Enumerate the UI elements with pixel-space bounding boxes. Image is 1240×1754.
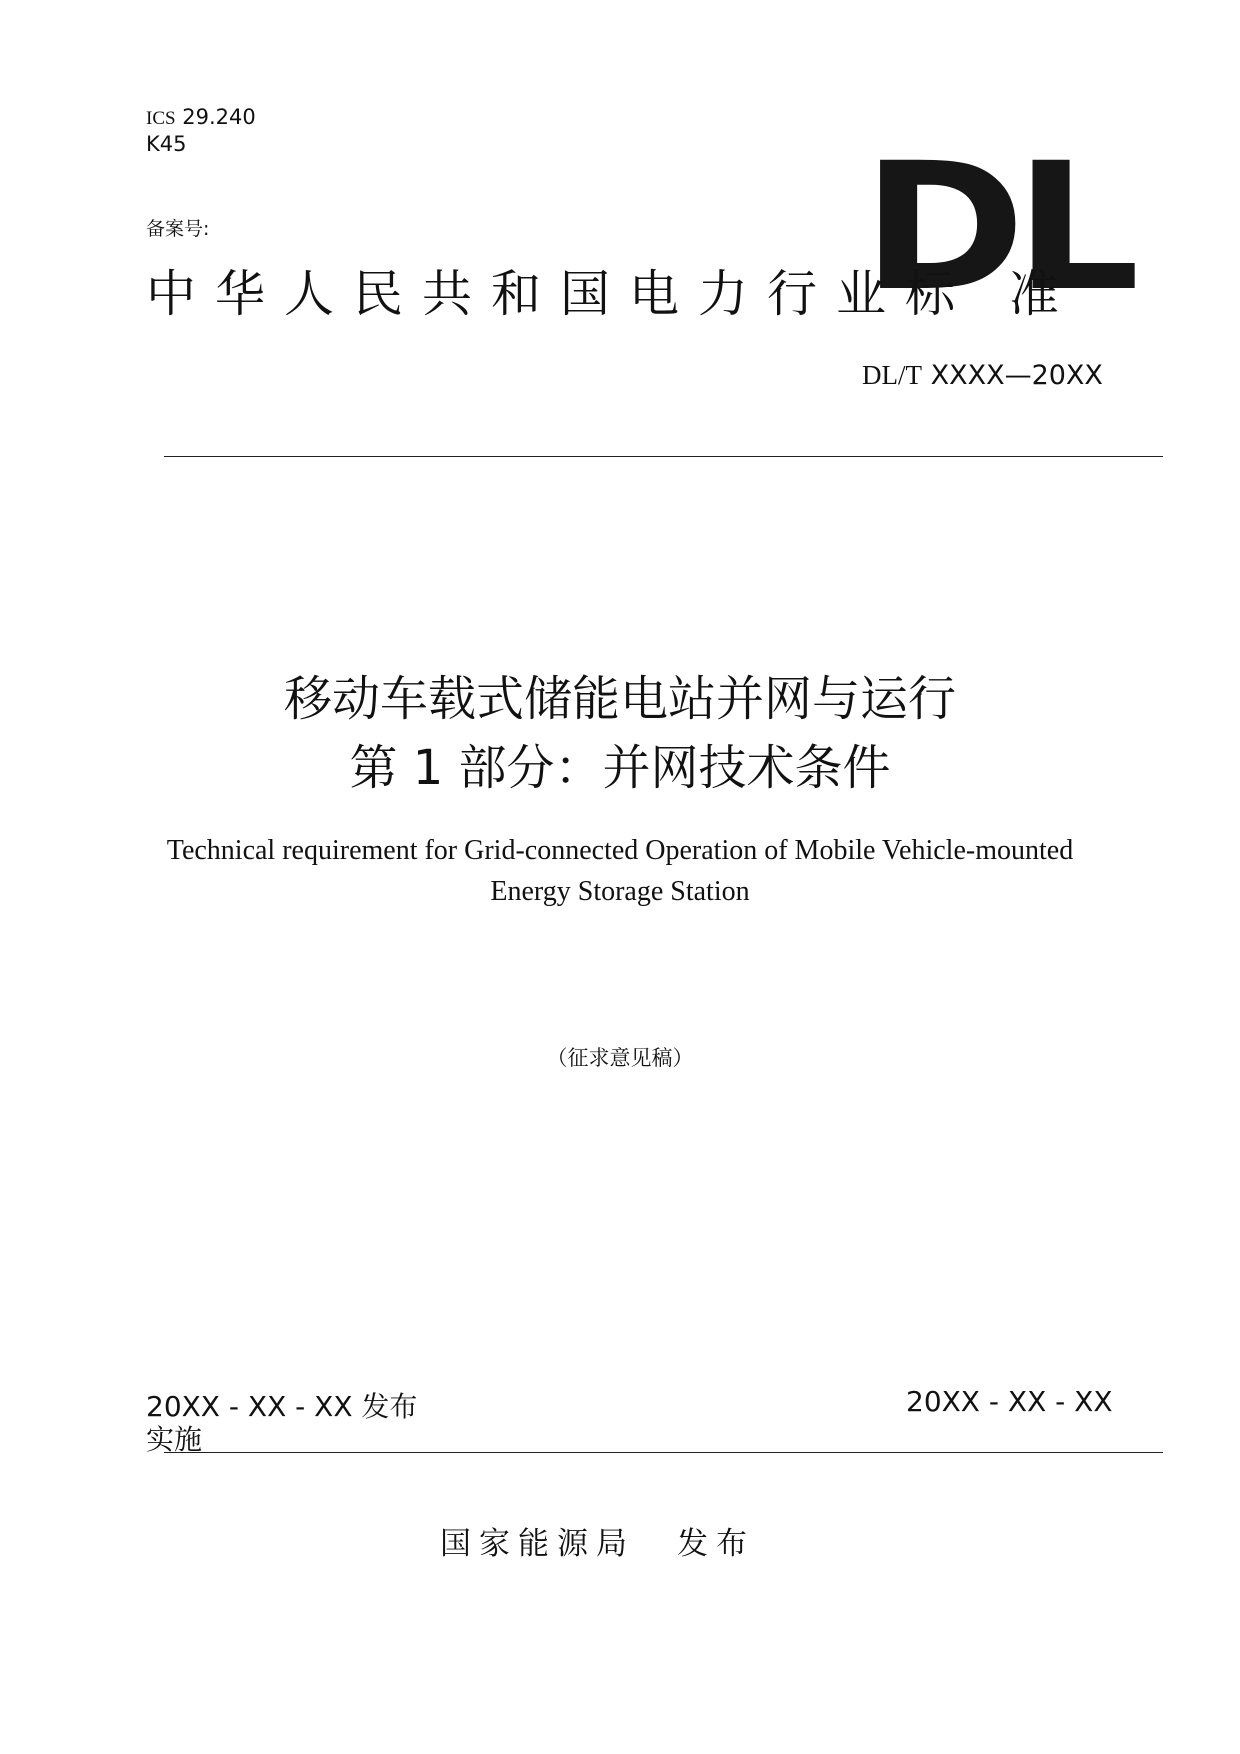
ccs-code: K45 xyxy=(146,132,187,156)
issuer-line xyxy=(440,1518,755,1563)
title-en-line2: Energy Storage Station xyxy=(490,876,750,907)
implement-date: 20XX - XX - XX xyxy=(906,1385,1113,1418)
implement-label: 实施 xyxy=(146,1423,203,1456)
bottom-divider xyxy=(164,1452,1163,1453)
standard-code: XXXX—20XX xyxy=(930,360,1103,391)
ics-number: 29.240 xyxy=(182,105,256,129)
record-number-label: 备案号: xyxy=(146,218,210,240)
top-divider xyxy=(164,456,1163,457)
title-cn-line2: 第 1 部分：并网技术条件 xyxy=(349,740,891,796)
title-cn-line1: 移动车载式储能电站并网与运行 xyxy=(283,671,956,727)
ics-code xyxy=(146,104,256,132)
standard-number xyxy=(862,360,1103,391)
ics-label: ICS xyxy=(146,108,176,129)
title-en-line1: Technical requirement for Grid-connected Operation of Mobile Vehicle-mounted xyxy=(166,835,1074,866)
issuer-name: 国家能源局 xyxy=(440,1526,635,1562)
dl-logo: DL xyxy=(862,125,1129,330)
issue-word: 发布 xyxy=(677,1526,755,1562)
draft-note: （征求意见稿） xyxy=(546,1046,694,1070)
publish-date: 20XX - XX - XX 发布 xyxy=(146,1390,418,1423)
standard-prefix: DL/T xyxy=(862,360,922,390)
national-standard-title: 中华人民共和国电力行业标 准 xyxy=(146,265,1078,323)
